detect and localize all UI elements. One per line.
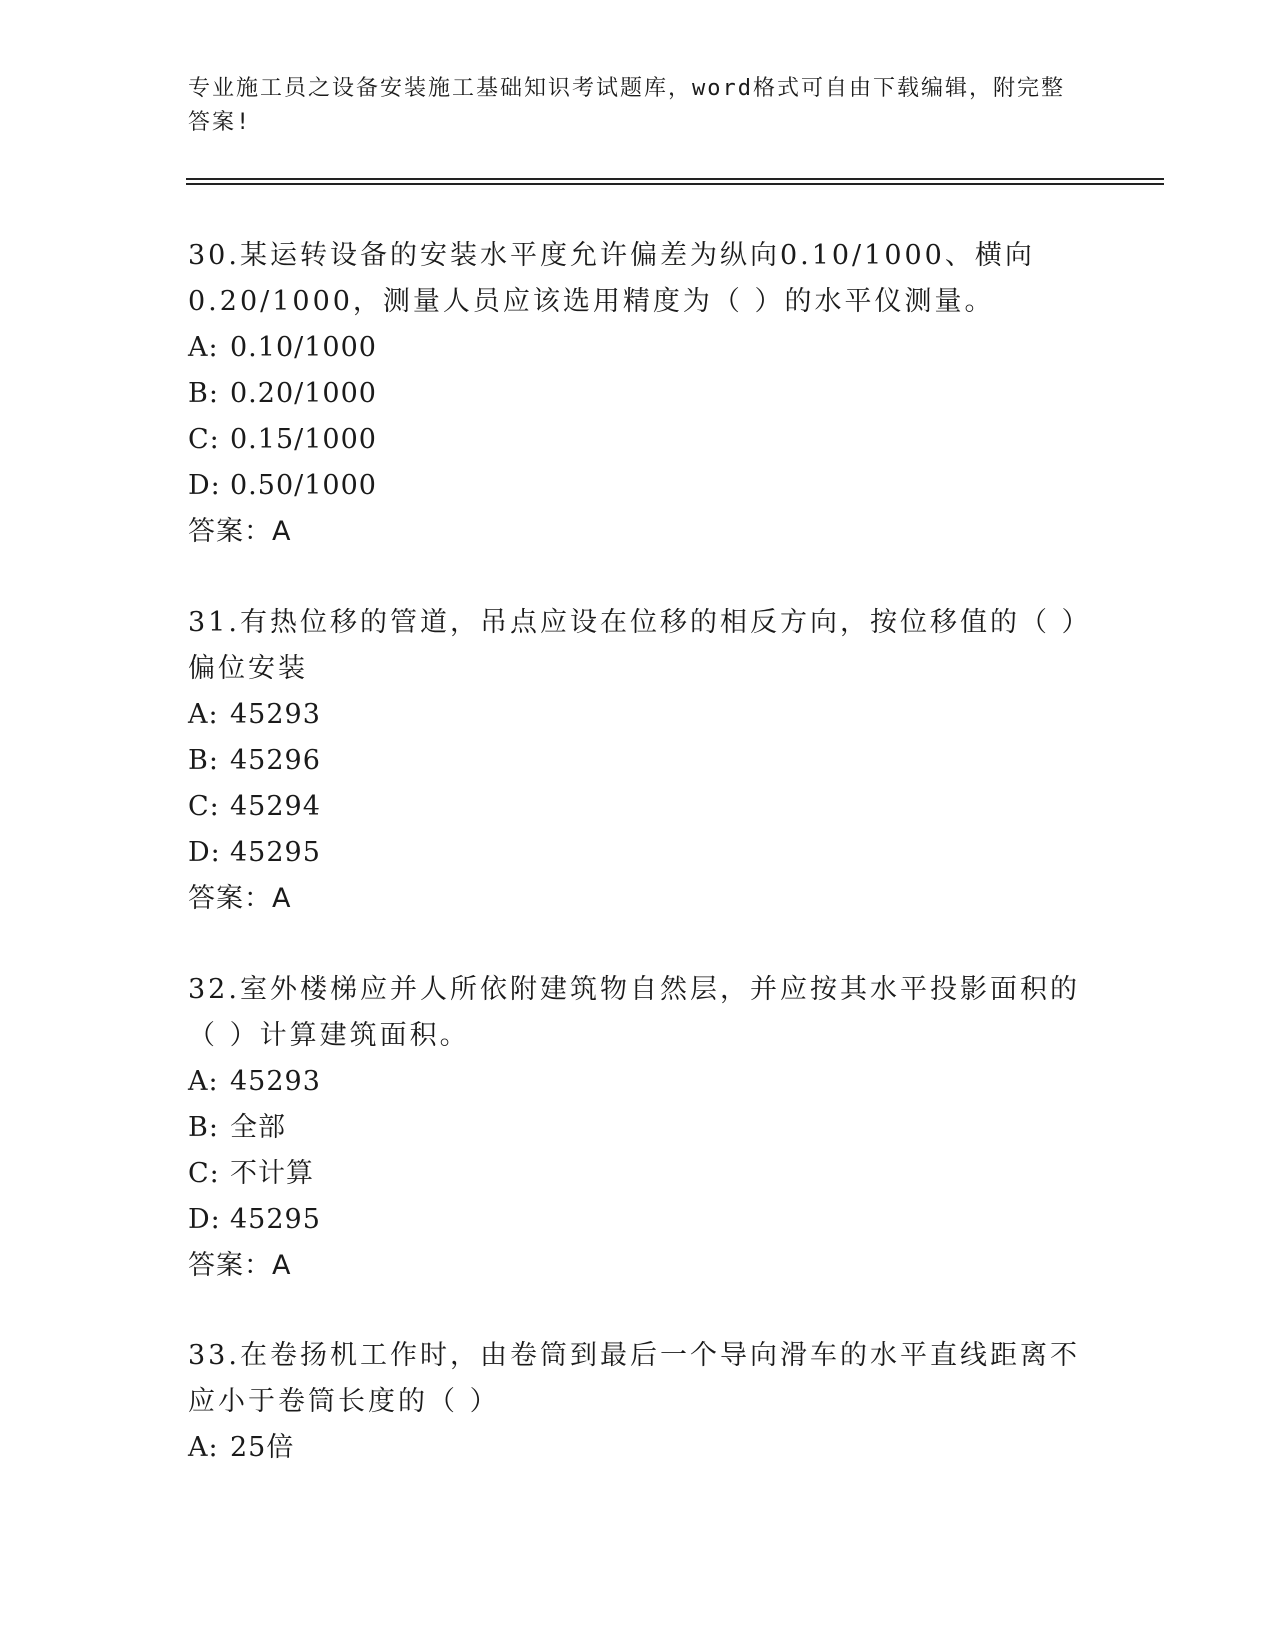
header-divider-bottom — [186, 183, 1164, 185]
answer-line: 答案：A — [188, 883, 292, 914]
option-letter: A: — [188, 1432, 219, 1463]
option-c — [188, 784, 1088, 830]
answer-line: 答案：A — [188, 1250, 292, 1281]
option-b — [188, 738, 1088, 784]
option-a — [188, 1059, 1088, 1105]
option-text: 0.15/1000 — [230, 424, 377, 455]
option-letter: A: — [188, 699, 219, 730]
option-letter: A: — [188, 1066, 219, 1097]
option-d — [188, 463, 1088, 509]
option-letter: B: — [188, 745, 219, 776]
question-stem: 33.在卷扬机工作时，由卷筒到最后一个导向滑车的水平直线距离不应小于卷筒长度的（ ） — [188, 1340, 1080, 1417]
option-b — [188, 371, 1088, 417]
option-d — [188, 1197, 1088, 1243]
option-b — [188, 1105, 1088, 1151]
header-title: 专业施工员之设备安装施工基础知识考试题库，word格式可自由下载编辑，附完整答案! — [188, 76, 1065, 135]
option-text: 45295 — [230, 837, 321, 868]
option-text: 45293 — [230, 699, 321, 730]
option-text: 0.10/1000 — [230, 332, 377, 363]
answer-line: 答案：A — [188, 516, 292, 547]
question-31 — [188, 600, 1088, 922]
option-text: 25倍 — [230, 1432, 295, 1463]
document-header — [188, 72, 1068, 140]
option-text: 0.50/1000 — [230, 470, 377, 501]
option-text: 不计算 — [230, 1158, 314, 1189]
option-letter: D: — [188, 1204, 221, 1235]
option-letter: A: — [188, 332, 219, 363]
header-divider-top — [186, 178, 1164, 180]
option-letter: C: — [188, 1158, 220, 1189]
option-d — [188, 830, 1088, 876]
option-letter: D: — [188, 837, 221, 868]
option-letter: D: — [188, 470, 221, 501]
question-33 — [188, 1333, 1088, 1471]
option-text: 45293 — [230, 1066, 321, 1097]
option-c — [188, 1151, 1088, 1197]
question-stem: 32.室外楼梯应并人所依附建筑物自然层，并应按其水平投影面积的（ ）计算建筑面积。 — [188, 974, 1080, 1051]
question-stem: 30.某运转设备的安装水平度允许偏差为纵向0.10/1000、横向0.20/1000，测量人员应该选用精度为（ ）的水平仪测量。 — [188, 240, 1035, 317]
option-c — [188, 417, 1088, 463]
option-letter: C: — [188, 791, 220, 822]
option-letter: B: — [188, 1112, 219, 1143]
question-stem: 31.有热位移的管道，吊点应设在位移的相反方向，按位移值的（ ）偏位安装 — [188, 607, 1079, 684]
option-text: 45295 — [230, 1204, 321, 1235]
option-text: 0.20/1000 — [230, 378, 377, 409]
question-32 — [188, 967, 1088, 1289]
option-a — [188, 325, 1088, 371]
option-a — [188, 1425, 1088, 1471]
option-letter: C: — [188, 424, 220, 455]
option-text: 全部 — [230, 1112, 286, 1143]
option-letter: B: — [188, 378, 219, 409]
question-30 — [188, 233, 1088, 555]
option-text: 45294 — [230, 791, 321, 822]
option-text: 45296 — [230, 745, 321, 776]
option-a — [188, 692, 1088, 738]
